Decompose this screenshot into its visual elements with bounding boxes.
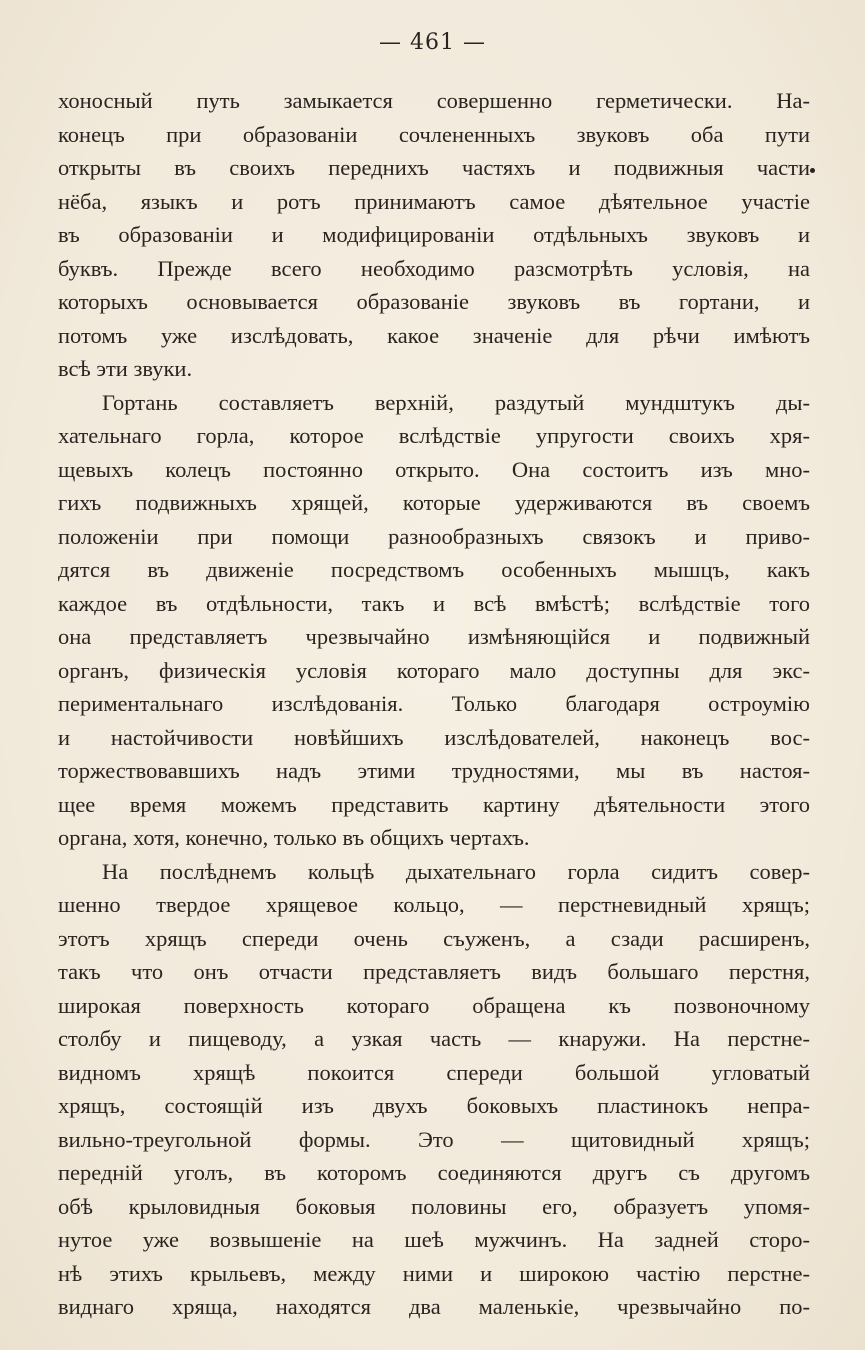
text-line: каждое въ отдѣльности, такъ и всѣ вмѣстѣ; вслѣдствіе того	[58, 590, 810, 616]
text-line: буквъ. Прежде всего необходимо разсмотрѣть условія, на	[58, 255, 810, 281]
text-line: гихъ подвижныхъ хрящей, которые удерживаются въ своемъ	[58, 490, 810, 515]
text-line: всѣ эти звуки.	[58, 356, 193, 381]
text-line: нѣ этихъ крыльевъ, между ними и широкою частію перстне-	[58, 1260, 810, 1286]
text-line: вильно-треугольной формы. Это — щитовидный хрящъ;	[58, 1126, 810, 1152]
text-line: щее время можемъ представить картину дѣятельности этого	[58, 791, 810, 817]
text-line: периментальнаго изслѣдованія. Только благодаря остроумію	[58, 691, 810, 716]
text-line: органа, хотя, конечно, только въ общихъ чертахъ.	[58, 825, 530, 850]
text-line: широкая поверхность котораго обращена къ позвоночному	[58, 992, 810, 1018]
text-line: дятся въ движеніе посредствомъ особенныхъ мышцъ, какъ	[58, 557, 810, 582]
body-text	[58, 84, 810, 1324]
text-line: конецъ при образованіи сочлененныхъ звуковъ оба пути	[58, 121, 810, 147]
text-line: обѣ крыловидныя боковыя половины его, образуетъ упомя-	[58, 1193, 810, 1219]
text-line: видномъ хрящѣ покоится спереди большой угловатый	[58, 1059, 810, 1085]
text-line: На послѣднемъ кольцѣ дыхательнаго горла сидитъ совер-	[102, 858, 810, 884]
text-line: потомъ уже изслѣдовать, какое значеніе для рѣчи имѣютъ	[58, 322, 810, 348]
margin-mark	[810, 168, 815, 173]
text-line: шенно твердое хрящевое кольцо, — перстневидный хрящъ;	[58, 892, 810, 917]
text-line: щевыхъ колецъ постоянно открыто. Она состоитъ изъ мно-	[58, 456, 810, 482]
text-line: такъ что онъ отчасти представляетъ видъ большаго перстня,	[58, 959, 810, 984]
text-line: столбу и пищеводу, а узкая часть — кнаружи. На перстне-	[58, 1026, 810, 1051]
text-line: которыхъ основывается образованіе звуковъ въ гортани, и	[58, 289, 810, 314]
text-line: виднаго хряща, находятся два маленькіе, чрезвычайно по-	[58, 1294, 810, 1319]
text-line: положеніи при помощи разнообразныхъ связокъ и приво-	[58, 523, 810, 549]
text-line: этотъ хрящъ спереди очень съуженъ, а сзади расширенъ,	[58, 925, 810, 951]
text-line: открыты въ своихъ переднихъ частяхъ и подвижныя части	[58, 155, 810, 180]
text-line: хрящъ, состоящій изъ двухъ боковыхъ пластинокъ непра-	[58, 1093, 810, 1118]
text-line: органъ, физическія условія котораго мало доступны для экс-	[58, 657, 810, 683]
text-line: Гортань составляетъ верхній, раздутый мундштукъ ды-	[102, 389, 810, 415]
text-line: передній уголъ, въ которомъ соединяются другъ съ другомъ	[58, 1160, 810, 1185]
page-number: — 461 —	[379, 30, 486, 55]
text-line: нёба, языкъ и ротъ принимаютъ самое дѣятельное участіе	[58, 188, 810, 214]
text-line: и настойчивости новѣйшихъ изслѣдователей, наконецъ вос-	[58, 724, 810, 750]
text-line: нутое уже возвышеніе на шеѣ мужчинъ. На задней сторо-	[58, 1227, 810, 1252]
text-line: въ образованіи и модифицированіи отдѣльныхъ звуковъ и	[58, 222, 810, 247]
text-line: она представляетъ чрезвычайно измѣняющійся и подвижный	[58, 624, 810, 649]
text-line: хоносный путь замыкается совершенно герметически. На-	[58, 88, 810, 113]
text-line: торжествовавшихъ надъ этими трудностями, мы въ настоя-	[58, 758, 810, 783]
text-line: хательнаго горла, которое вслѣдствіе упругости своихъ хря-	[58, 423, 810, 448]
